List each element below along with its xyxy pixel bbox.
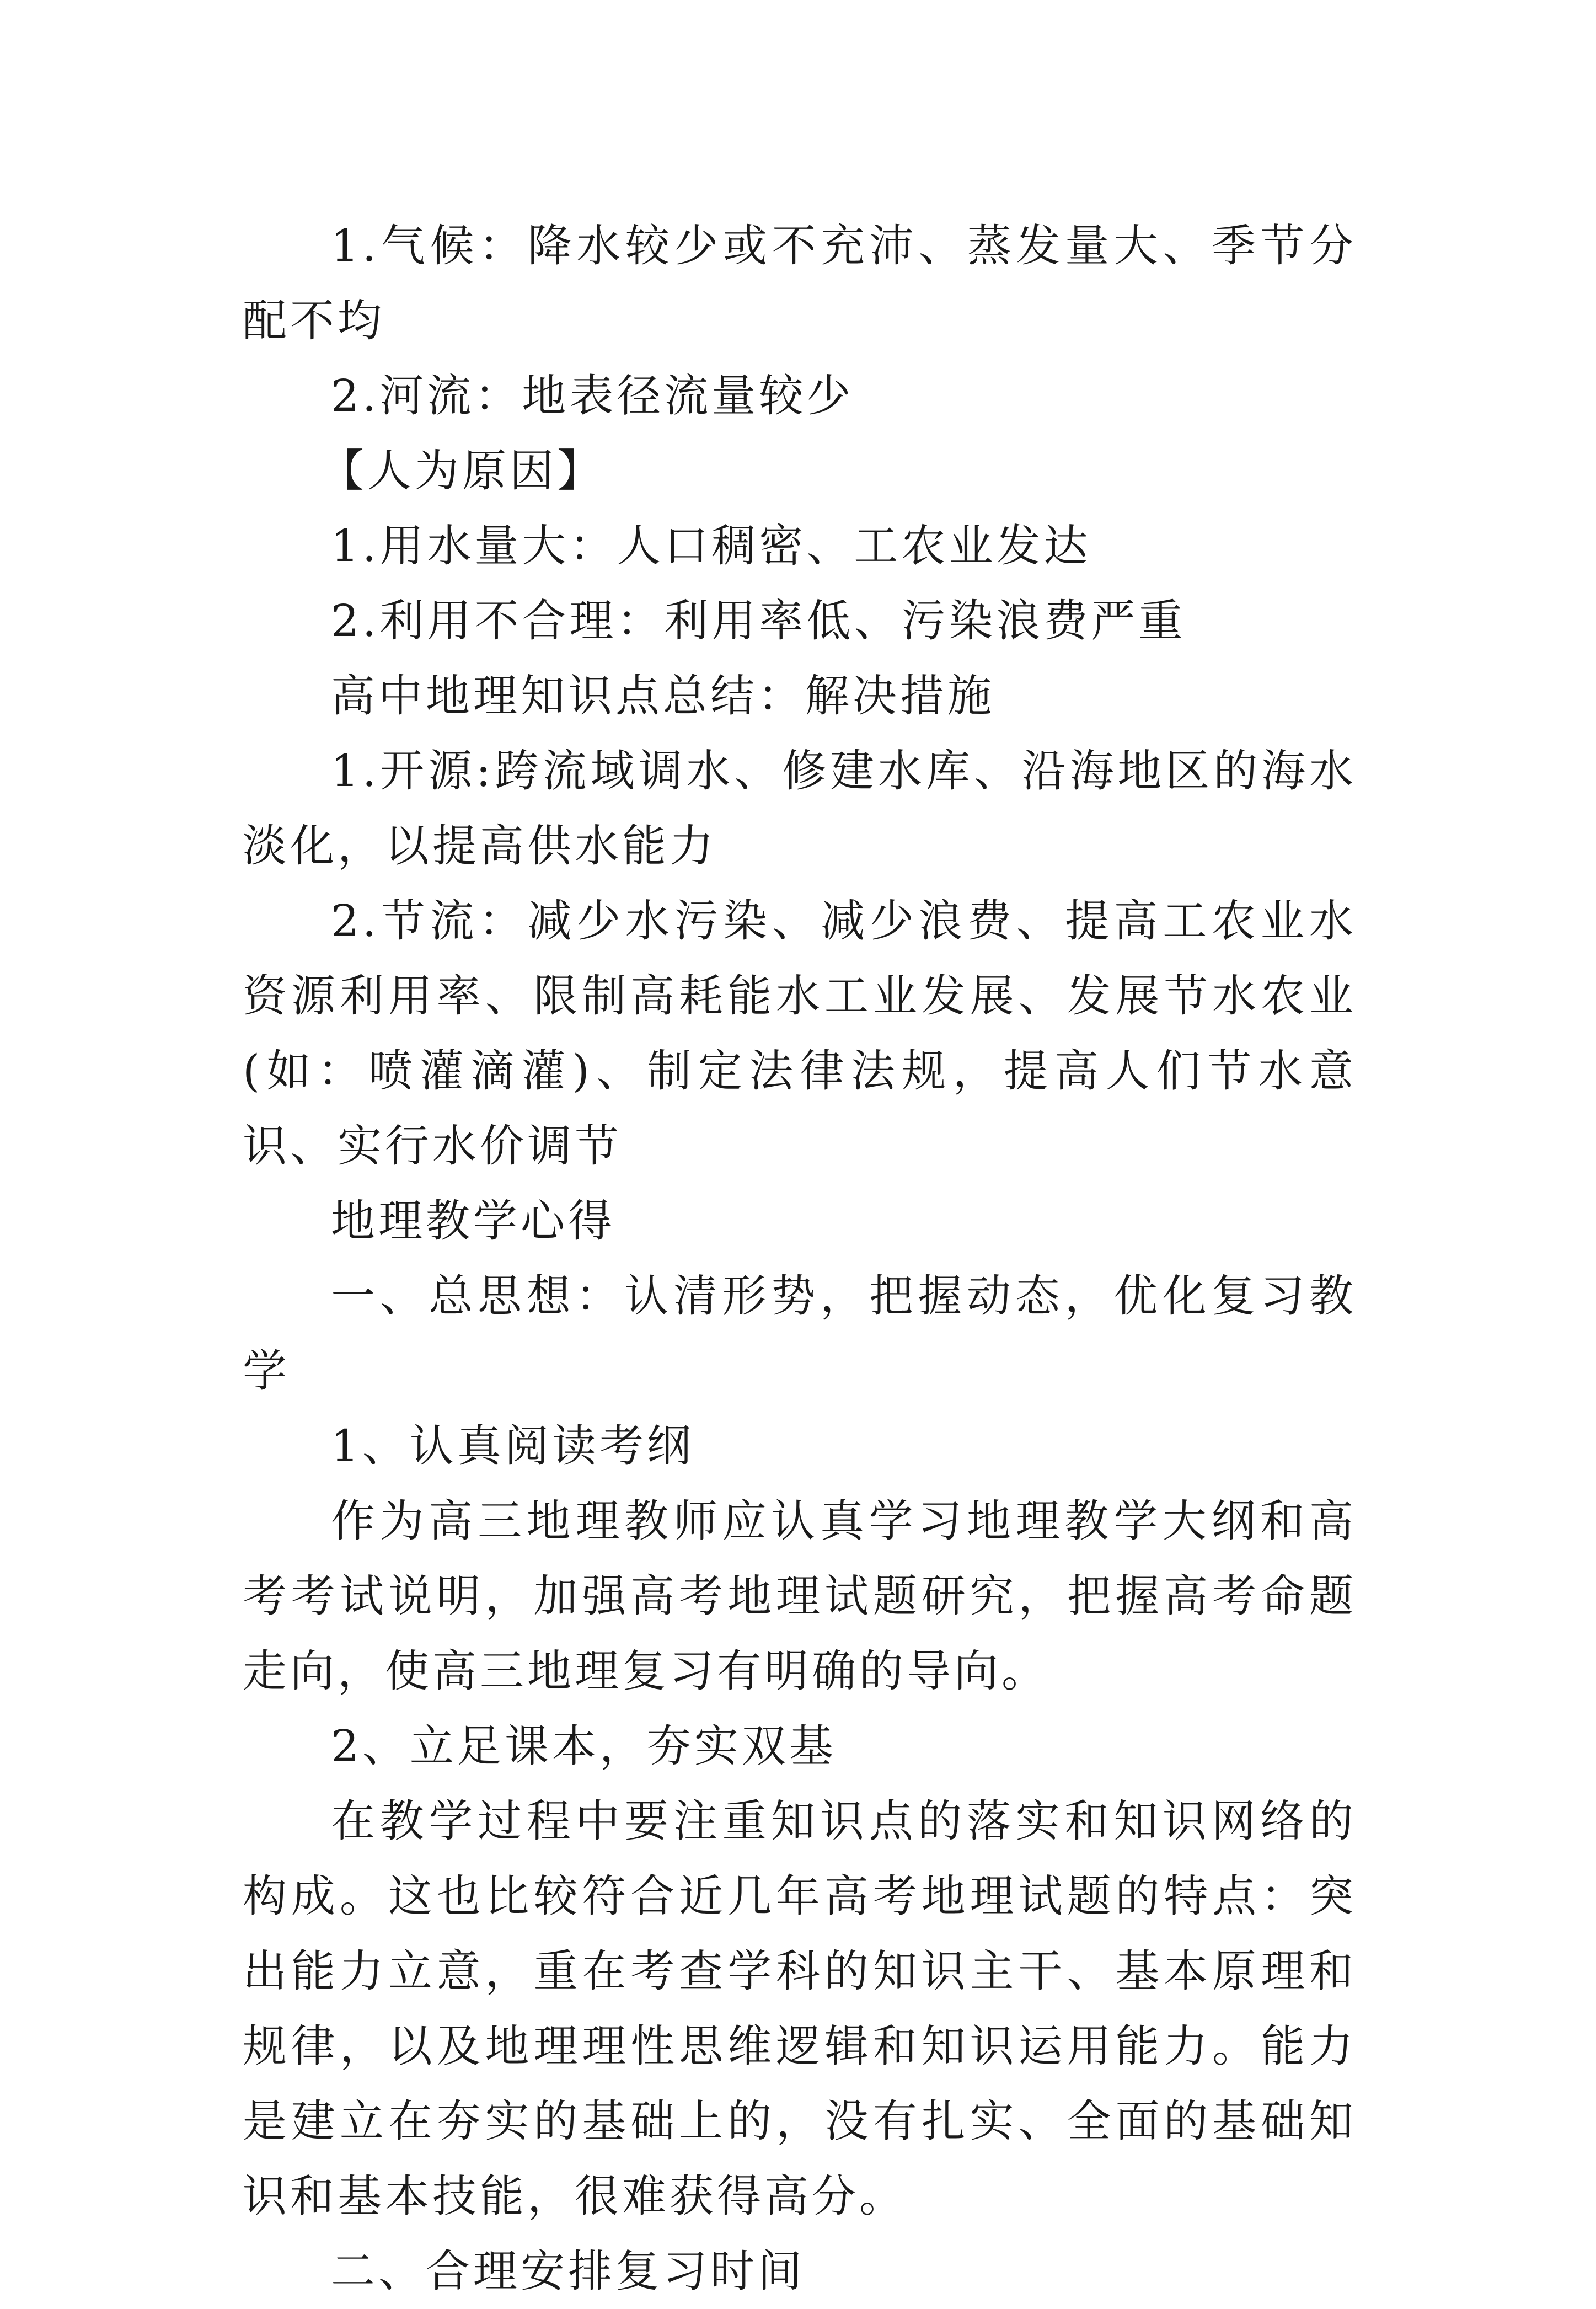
- heading-read-syllabus: 1、认真阅读考纲: [331, 1420, 694, 1472]
- heading-review-time: 二、合理安排复习时间: [331, 2246, 805, 2297]
- heading-solutions: 高中地理知识点总结：解决措施: [331, 670, 995, 721]
- paragraph-water-use: 1.用水量大：人口稠密、工农业发达: [331, 520, 1091, 571]
- paragraph-climate: 1.气候：降水较少或不充沛、蒸发量大、季节分配不均: [243, 220, 1357, 346]
- document-page: [243, 209, 1357, 2309]
- heading-human-causes: 【人为原因】: [320, 445, 604, 496]
- paragraph-open-source: 1.开源:跨流域调水、修建水库、沿海地区的海水淡化，以提高供水能力: [243, 745, 1357, 872]
- paragraph-syllabus: 作为高三地理教师应认真学习地理教学大纲和高考考试说明，加强高考地理试题研究，把握高考命题走向，使高三地理复习有明确的导向。: [243, 1495, 1357, 1697]
- paragraph-save-water: 2.节流：减少水污染、减少浪费、提高工农业水资源利用率、限制高耗能水工业发展、发展节水农业(如：喷灌滴灌)、制定法律法规，提高人们节水意识、实行水价调节: [243, 895, 1357, 1172]
- heading-teaching-experience: 地理教学心得: [331, 1195, 615, 1247]
- paragraph-river: 2.河流：地表径流量较少: [331, 370, 854, 421]
- paragraph-irrational-use: 2.利用不合理：利用率低、污染浪费严重: [331, 595, 1186, 646]
- heading-overall-idea: 一、总思想：认清形势，把握动态，优化复习教学: [243, 1270, 1357, 1397]
- paragraph-knowledge-points: 在教学过程中要注重知识点的落实和知识网络的构成。这也比较符合近几年高考地理试题的特点：突出能力立意，重在考查学科的知识主干、基本原理和规律，以及地理理性思维逻辑和知识运用能力。能力是建立在夯实的基础上的，没有扎实、全面的基础知识和基本技能，很难获得高分。: [243, 1795, 1357, 2222]
- heading-textbook-basics: 2、立足课本，夯实双基: [331, 1720, 837, 1772]
